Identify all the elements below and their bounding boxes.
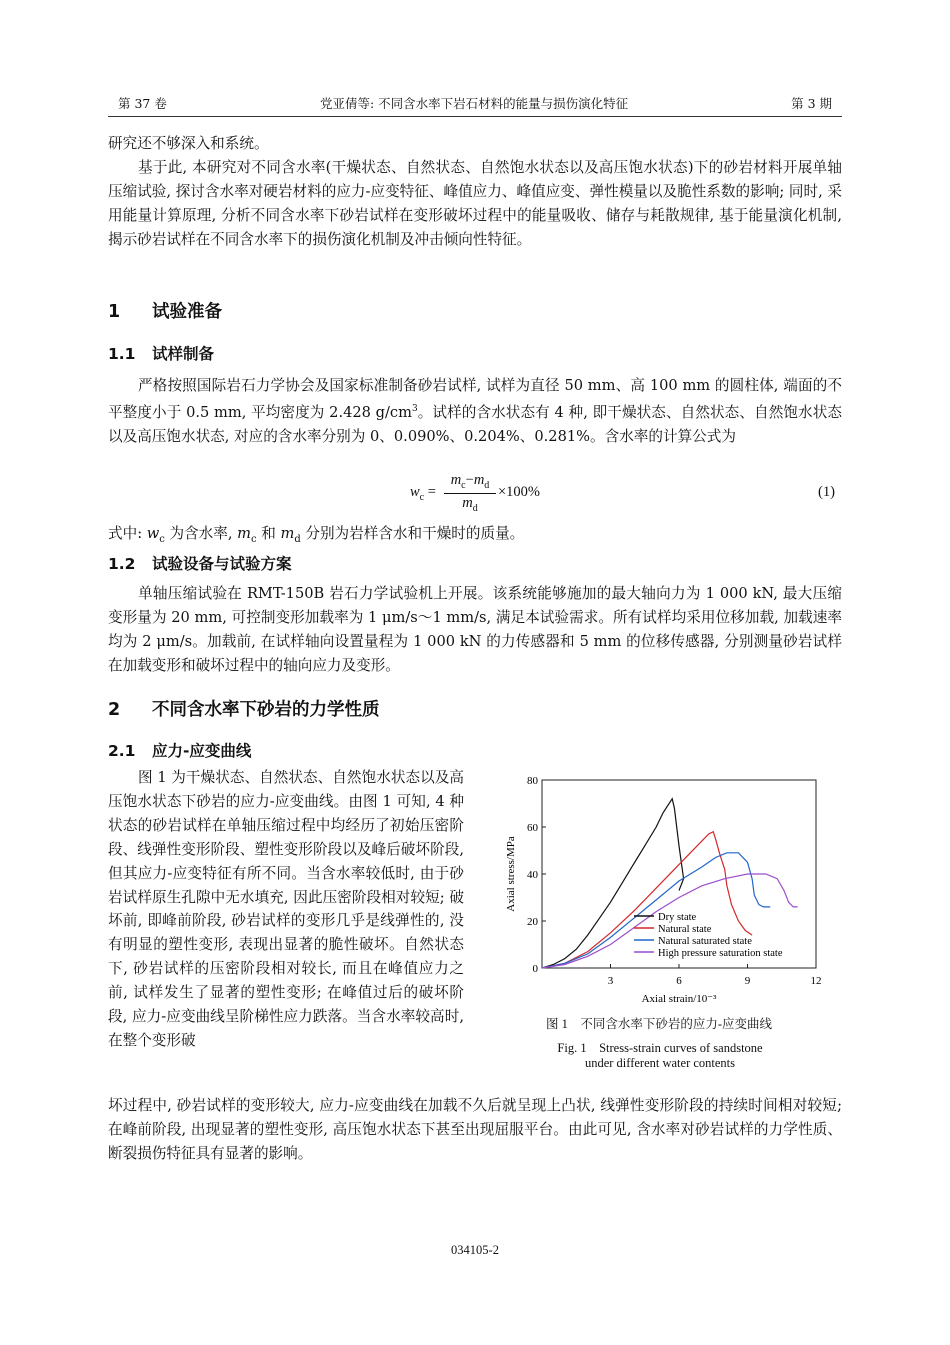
x-tick-label: 12 — [810, 975, 822, 987]
y-tick-label: 20 — [527, 916, 538, 928]
subsection-title: 应力-应变曲线 — [152, 742, 252, 760]
y-axis-label: Axial stress/MPa — [505, 836, 517, 912]
x-tick-label: 9 — [744, 975, 751, 987]
subsection-title: 试样制备 — [152, 345, 215, 363]
y-tick-label: 60 — [527, 822, 538, 834]
subsection-heading-2-1 — [108, 739, 251, 761]
paragraph-intro: 基于此, 本研究对不同含水率(干燥状态、自然状态、自然饱水状态以及高压饱水状态)下的砂岩材料开展单轴压缩试验, 探讨含水率对硬岩材料的应力-应变特征、峰值应力、峰值应变、弹性模量以及脆性系数的影响; 同时, 采用能量计算原理, 分析不同含水率下砂岩试样在变形破坏过程中的能量吸收、储存与耗散规律, 基于能量演化机制, 揭示砂岩试样在不同含水率下的损伤演化机制及冲击倾向性特征。 — [108, 159, 842, 248]
y-tick-label: 80 — [527, 775, 538, 787]
running-header — [108, 92, 842, 117]
y-tick-label: 40 — [527, 869, 538, 881]
superscript: 3 — [411, 403, 418, 414]
legend-label: Natural saturated state — [658, 936, 752, 947]
specimen-text-b: 。试样的含水状态有 4 种, 即干燥状态、自然状态、自然饱水状态以及高压饱水状态, 对应的含水率分别为 0、0.090%、0.204%、0.281%。含水率的计算公式为 — [108, 403, 842, 445]
formula-note: 式中: $w_c$ 为含水率, $m_c$ 和 $m_d$ 分别为岩样含水和干燥时的质量。 — [108, 525, 525, 545]
page-number: 034105-2 — [451, 1243, 499, 1257]
equation-numerator: $m_c-m_d$ — [444, 472, 496, 494]
legend-label: High pressure saturation state — [658, 948, 783, 959]
equation-1 — [410, 472, 590, 518]
equation-fraction — [444, 472, 496, 514]
specimen-text-a: 严格按照国际岩石力学协会及国家标准制备砂岩试样, 试样为直径 50 mm、高 100 mm 的圆柱体, 端面的不平整度小于 0.5 mm, 平均密度为 2.428 g/cm — [108, 377, 842, 421]
subsection-heading-1-2 — [108, 552, 292, 574]
paragraph-stress-strain-column: 图 1 为干燥状态、自然状态、自然饱水状态以及高压饱水状态下砂岩的应力-应变曲线。由图 1 可知, 4 种状态的砂岩试样在单轴压缩过程中均经历了初始压密阶段、线弹性变形阶段、塑性变形阶段以及峰后破坏阶段, 但其应力-应变特征有所不同。当含水率较低时, 由于砂岩试样原生孔隙中无水填充, 因此压密阶段相对较短; 破坏前, 即峰前阶段, 砂岩试样的变形几乎是线弹性的, 没有明显的塑性变形, 表现出显著的脆性破坏。自然状态下, 砂岩试样的压密阶段相对较长, 而且在峰值应力之前, 试样发生了显著的塑性变形; 在峰值过后的破坏阶段, 应力-应变曲线呈阶梯性应力跌落。当含水率较高时, 在整个变形破 — [108, 769, 464, 1049]
equation-denominator: $m_d$ — [462, 494, 478, 514]
stress-strain-chart — [500, 770, 840, 1010]
equation-number: (1) — [818, 484, 836, 500]
figure-caption-en-1: Fig. 1 Stress-strain curves of sandstone — [557, 1041, 763, 1055]
subsection-number: 1.1 — [108, 345, 136, 363]
equation-rhs: ×100% — [498, 484, 541, 500]
paragraph-specimen-prep — [108, 374, 842, 449]
section-number: 2 — [108, 700, 121, 720]
figure-caption-cn: 图 1 不同含水率下砂岩的应力-应变曲线 — [545, 1017, 773, 1031]
section-title: 试验准备 — [152, 302, 222, 322]
subsection-number: 1.2 — [108, 555, 136, 573]
x-axis-label: Axial strain/10⁻³ — [641, 993, 717, 1005]
y-tick-label: 0 — [532, 963, 538, 975]
header-issue: 第 3 期 — [791, 96, 832, 111]
header-volume: 第 37 卷 — [118, 96, 167, 111]
x-tick-label: 3 — [607, 975, 614, 987]
legend-label: Natural state — [658, 924, 712, 935]
section-number: 1 — [108, 302, 121, 322]
paragraph-equipment: 单轴压缩试验在 RMT-150B 岩石力学试验机上开展。该系统能够施加的最大轴向力为 1 000 kN, 最大压缩变形量为 20 mm, 可控制变形加载率为 1 μm/s～1 mm/s, 满足本试验需求。所有试样均采用位移加载, 加载速率均为 2 μm/s。加载前, 在试样轴向设置量程为 1 000 kN 的力传感器和 5 mm 的位移传感器, 分别测量砂岩试样在加载变形和破坏过程中的轴向应力及变形。 — [108, 585, 842, 674]
section-title: 不同含水率下砂岩的力学性质 — [152, 700, 380, 720]
equation-lhs: $w_c$ = — [410, 484, 436, 503]
section-heading-1 — [108, 298, 222, 323]
section-heading-2 — [108, 696, 380, 721]
paragraph-continued: 研究还不够深入和系统。 — [108, 135, 269, 152]
subsection-number: 2.1 — [108, 742, 136, 760]
paragraph-stress-strain-continued: 坏过程中, 砂岩试样的变形较大, 应力-应变曲线在加载不久后就呈现上凸状, 线弹性变形阶段的持续时间相对较短; 在峰前阶段, 出现显著的塑性变形, 高压饱水状态下甚至出现屈服平台。由此可见, 含水率对砂岩试样的力学性质、断裂损伤特征具有显著的影响。 — [108, 1097, 842, 1162]
figure-caption-en-2: under different water contents — [584, 1056, 736, 1070]
x-tick-label: 6 — [676, 975, 682, 987]
header-title: 党亚倩等: 不同含水率下岩石材料的能量与损伤演化特征 — [320, 96, 629, 111]
subsection-title: 试验设备与试验方案 — [152, 555, 292, 573]
legend-label: Dry state — [658, 912, 697, 923]
subsection-heading-1-1 — [108, 342, 214, 364]
